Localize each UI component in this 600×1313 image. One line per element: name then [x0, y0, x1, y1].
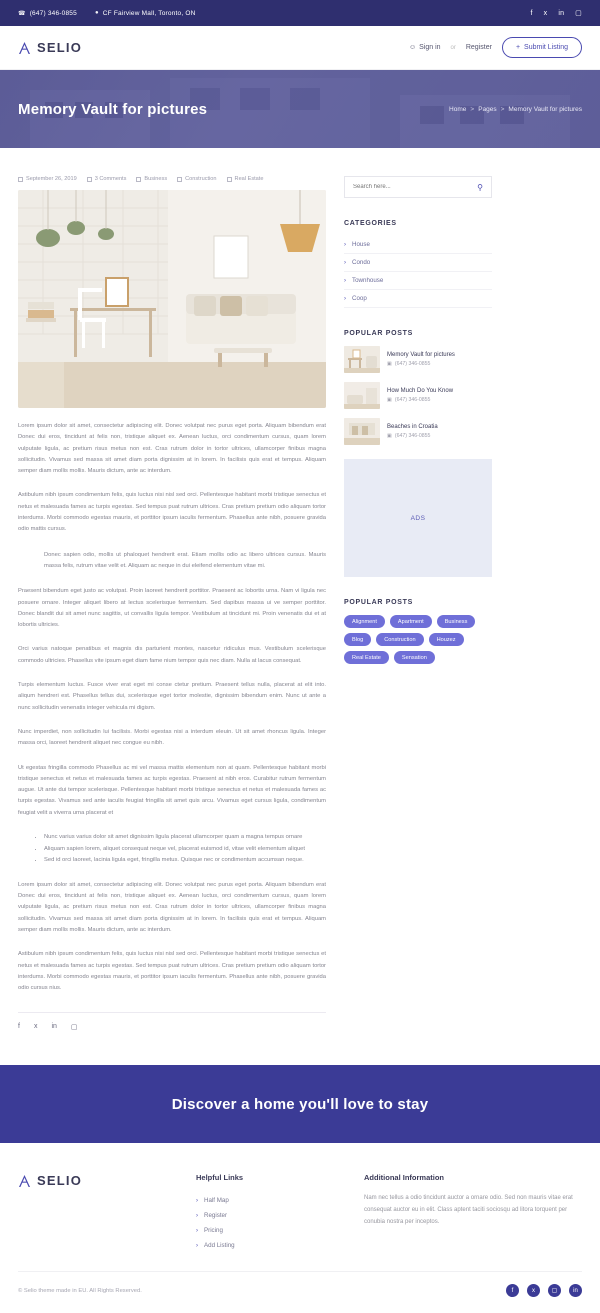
comment-icon — [87, 177, 92, 182]
footer-additional-text: Nam nec tellus a odio tincidunt auctor a ornare odio. Sed non mauris vitae erat consequat auctor eu in elit. Class aptent taciti sociosqu ad litora torquent per conubia nostra per inceptos. — [364, 1195, 573, 1225]
register-link[interactable]: Register — [465, 44, 492, 51]
breadcrumb-pages[interactable]: Pages — [478, 105, 497, 113]
page-hero — [0, 70, 600, 148]
footer-logo[interactable] — [18, 1173, 178, 1188]
list-item[interactable] — [344, 418, 492, 445]
post-meta-category-construction-label: Construction — [185, 176, 217, 182]
site-header — [0, 26, 600, 70]
chevron-right-icon: › — [344, 277, 346, 284]
tag-construction[interactable]: Construction — [376, 633, 423, 646]
popular-post-thumbnail — [344, 418, 380, 445]
topbar-address[interactable] — [95, 10, 196, 17]
map-marker-icon: ● — [94, 10, 99, 16]
instagram-icon[interactable]: ▢ — [575, 10, 582, 17]
popular-post-meta — [387, 424, 438, 439]
selio-logo-icon — [18, 41, 31, 55]
sidebar — [344, 176, 492, 664]
footer-link-label: Add Listing — [204, 1242, 235, 1250]
sign-in-link[interactable] — [409, 44, 441, 51]
chevron-right-icon: › — [344, 241, 346, 248]
content-wrapper — [0, 148, 600, 1065]
search-icon[interactable]: ⚲ — [477, 182, 483, 192]
instagram-icon[interactable]: ▢ — [70, 1024, 78, 1032]
categories-list — [344, 236, 492, 308]
category-label: House — [352, 241, 370, 248]
footer-links-list — [196, 1193, 346, 1253]
twitter-icon[interactable]: x — [543, 9, 548, 17]
post-paragraph-1: Lorem ipsum dolor sit amet, consectetur adipiscing elit. Donec volutpat nec purus eget porta. Aliquam bibendum erat Donec dui eros, tincidunt at felis non, tristique aliquet ex. Aenean luctus, orci condimentum cursus, quam lorem vulputate ligula, ac pretium risus metus non est. Cras rutrum dolor in tortor ultrices, ullamcorper finibus magna sollicitudin. Vivamus sed massa sit amet diam porta dignissim at in lorem. In facilisis quis erat et tempus. Aliquam semper diam mollis mollis. Mauris dictum, ante ac interdum. — [18, 423, 326, 475]
tag-alignment[interactable]: Alignment — [344, 615, 385, 628]
breadcrumb-home[interactable]: Home — [449, 105, 467, 113]
popular-post-phone — [387, 433, 438, 439]
user-icon: ☺ — [408, 44, 417, 51]
instagram-icon[interactable]: ▢ — [548, 1284, 561, 1297]
post-meta-comments-label: 3 Comments — [94, 176, 127, 182]
tag-sensation[interactable]: Sensation — [394, 651, 435, 664]
chevron-right-icon: › — [196, 1242, 198, 1249]
popular-post-thumbnail — [344, 346, 380, 373]
footer-socials — [506, 1284, 582, 1297]
footer-link-add-listing[interactable] — [196, 1238, 346, 1253]
cta-banner — [0, 1065, 600, 1143]
footer-bottom-bar — [18, 1271, 582, 1313]
post-meta-category-construction[interactable] — [177, 176, 216, 182]
footer-helpful-links — [196, 1173, 346, 1253]
topbar-address-label: CF Fairview Mall, Toronto, ON — [102, 9, 196, 17]
sidebar-item-condo[interactable] — [344, 254, 492, 272]
chevron-right-icon: › — [196, 1212, 198, 1219]
footer-link-pricing[interactable] — [196, 1223, 346, 1238]
list-item: • Nunc varius varius dolor sit amet dignissim ligula placerat ullamcorper quam a magna tempus ornare — [44, 832, 326, 844]
linkedin-icon[interactable]: in — [569, 1284, 582, 1297]
site-footer — [0, 1143, 600, 1265]
calendar-icon — [18, 177, 23, 182]
post-paragraph-6: Nunc imperdiet, non sollicitudin lui facilisis. Morbi egestas nisi a interdum eleuin. Ut sit amet rhoncus ligula. Integer massa orci, laoreet hendrerit aliquet nec congue eu nibh. — [18, 728, 326, 747]
popular-post-thumbnail — [344, 382, 380, 409]
tag-cloud — [344, 615, 492, 664]
post-paragraph-3: Praesent bibendum eget justo ac volutpat. Proin laoreet hendrerit porttitor. Praesent ac lobortis urna. Nam vi ligula nec posuere ornare. Integer aliquet libero at lectus scelerisque fermentum. Sed dapibus massa ui ve semper porttitor. Donec blandit dui sit amet nunc sagittis, ut convallis ligula tempor. Vestibulum at tincidunt mi. Proin venenatis dui et at lobortis ultricies. — [18, 588, 326, 629]
post-paragraph-2: Astibulum nibh ipsum condimentum felis, quis luctus nisi nisl sed orci. Pellentesque habitant morbi tristique senectus et netus et malesuada fames ac turpis egestas. Sed tempus puat rutrum ultrices. Cras pretium pretium odio aliquam tortor interdums. Morbi commodo egestas mauris, et porttitor ipsum iaculis fermentum. Phasellus ante nibh, posuere gravida odio mattis cursus. — [18, 492, 326, 533]
categories-title: CATEGORIES — [344, 220, 397, 227]
facebook-icon[interactable]: f — [530, 9, 533, 17]
footer-brand-column — [18, 1173, 178, 1253]
popular-post-title: Memory Vault for pictures — [387, 352, 455, 358]
facebook-icon[interactable]: f — [506, 1284, 519, 1297]
post-meta-category-business[interactable] — [136, 176, 167, 182]
post-paragraph-9: Astibulum nibh ipsum condimentum felis, quis luctus nisi nisl sed orci. Pellentesque habitant morbi tristique senectus et netus et malesuada fames ac turpis egestas. Sed tempus puat rutrum ultrices. Cras pretium pretium odio aliquam tortor interdums. Morbi commodo egestas mauris, et porttitor ipsum iaculis fermentum. Phasellus ante nibh, posuere gravida odio cursus nius. — [18, 951, 326, 992]
footer-additional-title: Additional Information — [364, 1173, 444, 1183]
post-bullet-list — [44, 832, 326, 867]
breadcrumb-separator-2: > — [500, 105, 505, 113]
post-main-column — [18, 176, 326, 1031]
topbar-socials — [530, 9, 582, 17]
post-blockquote: Donec sapien odio, mollis ut phaloquet hendrerit erat. Etiam mollis odio ac libero ultrices cursus. Mauris massa felis, rutrum vitae velit et. Aliquam ac neque in dui eleifend elementum vitae mi. — [44, 551, 326, 569]
ads-label: ADS — [410, 514, 426, 522]
footer-link-half-map[interactable] — [196, 1193, 346, 1208]
popular-post-phone — [387, 397, 453, 403]
sidebar-item-coop[interactable] — [344, 290, 492, 308]
folder-icon — [177, 177, 182, 182]
page-title: Memory Vault for pictures — [18, 100, 208, 118]
top-bar — [0, 0, 600, 26]
tag-apartment[interactable]: Apartment — [390, 615, 432, 628]
post-meta-date-label: September 26, 2019 — [26, 176, 77, 182]
cta-text: Discover a home you'll love to stay — [171, 1095, 429, 1113]
topbar-phone[interactable] — [18, 10, 77, 17]
post-paragraph-8: Lorem ipsum dolor sit amet, consectetur adipiscing elit. Donec volutpat nec purus eget porta. Aliquam bibendum erat Donec dui eros, tincidunt at felis non, tristique aliquet ex. Aenean luctus, orci condimentum cursus, quam lorem vulputate ligula, ac pretium risus metus non est. Cras rutrum dolor in tortor ultrices, ullamcorper finibus magna sollicitudin. Vivamus sed massa sit amet diam porta dignissim at in lorem. In facilisis quis erat et tempus. Aliquam semper diam mollis mollis. Mauris dictum, ante ac interdum. — [18, 881, 326, 933]
nav-separator: or — [450, 44, 456, 51]
tag-houzez[interactable]: Houzez — [429, 633, 464, 646]
breadcrumb-current: Memory Vault for pictures — [508, 105, 582, 113]
tag-business[interactable]: Business — [437, 615, 476, 628]
list-item[interactable] — [344, 382, 492, 409]
submit-listing-label: Submit Listing — [524, 44, 568, 51]
footer-logo-text: SELIO — [37, 1173, 83, 1189]
chevron-right-icon: › — [196, 1227, 198, 1234]
topbar-phone-label: (647) 346-0855 — [29, 9, 77, 17]
category-label: Condo — [352, 259, 371, 266]
post-paragraph-7: Ut egestas fringilla commodo Phasellus ac mi vel massa mattis elementum non at quam. Pellentesque habitant morbi tristique senectus et netus et malesuada fames ac turpis egestas. Praesent at nibh eros. Curabitur rutrum fermentum augue. Ut ante dui tempor scelerisque. Pellentesque habitant morbi tristique senectus et netus et malesuada fames ac turpis egestas. Vivamus sed ante iaculis feugiat fringilla sit amet quis arcu. Vivamus eget cursus ligula, condimentum feugiat velit a viverra urna placerat et — [18, 764, 326, 816]
chevron-right-icon: › — [344, 259, 346, 266]
calendar-icon: ▣ — [387, 397, 392, 403]
calendar-icon: ▣ — [387, 433, 392, 439]
popular-post-phone-label: (647) 346-0855 — [394, 361, 431, 367]
category-label: Townhouse — [352, 277, 384, 284]
folder-icon — [227, 177, 232, 182]
folder-icon — [136, 177, 141, 182]
breadcrumb-separator: > — [470, 105, 475, 113]
selio-logo-icon — [18, 1174, 31, 1188]
post-meta-category-business-label: Business — [144, 176, 168, 182]
post-paragraph-4: Orci varius natoque penatibus et magnis dis parturient montes, nascetur ridiculus mus. Vestibulum scelerisque commodo ultricies. Phasellus vite ipsum eget diam fame nium tempor quis nec diam. Nulla at lacus consequat. — [18, 646, 326, 664]
twitter-icon[interactable]: x — [527, 1284, 540, 1297]
footer-link-label: Half Map — [204, 1197, 229, 1205]
footer-additional-info — [364, 1173, 582, 1253]
list-item: • Sed id orci laoreet, lacinia ligula eget, fringilla metus. Quisque nec or condimentum accumsan neque. — [44, 855, 326, 867]
sidebar-item-townhouse[interactable] — [344, 272, 492, 290]
list-item: • Aliquam sapien lorem, aliquet consequat neque vel, placerat euismod id, vitae velit elementum aliquet — [44, 844, 326, 856]
search-input[interactable] — [353, 184, 477, 190]
sidebar-item-house[interactable] — [344, 236, 492, 254]
popular-post-phone-label: (647) 346-0855 — [394, 397, 431, 403]
post-meta — [18, 176, 326, 182]
post-meta-date — [18, 176, 77, 182]
footer-link-label: Register — [204, 1212, 228, 1220]
chevron-right-icon: › — [344, 295, 346, 302]
post-paragraph-5: Turpis elementum luctus. Fusce viver erat eget mi conse ctetur pretium. Praesent tellus nulla, placerat at elit into. aliqum hendreri est. Phasellus tellus dui, scelerisque eget tortor molestie, dignissim bibendum enim. Nunc ut ante a nunc sollicitudin venenatis integer vehicula mi digism. — [18, 682, 326, 711]
tag-real-estate[interactable]: Real Estate — [344, 651, 389, 664]
popular-post-phone-label: (647) 346-0855 — [394, 433, 431, 439]
post-meta-category-realestate[interactable] — [227, 176, 264, 182]
popular-post-phone — [387, 361, 455, 367]
submit-listing-button[interactable] — [502, 37, 582, 58]
logo[interactable] — [18, 40, 82, 55]
facebook-icon[interactable]: f — [18, 1023, 20, 1031]
breadcrumb — [449, 106, 582, 113]
phone-icon: ☎ — [18, 10, 26, 17]
category-label: Coop — [352, 295, 367, 302]
ads-placeholder[interactable] — [344, 459, 492, 577]
chevron-right-icon: › — [196, 1197, 198, 1204]
popular-post-meta — [387, 388, 453, 403]
linkedin-icon[interactable]: in — [558, 9, 565, 17]
tags-title: POPULAR POSTS — [344, 599, 413, 606]
popular-post-title: How Much Do You Know — [387, 388, 454, 394]
post-meta-comments[interactable] — [87, 176, 127, 182]
footer-link-label: Pricing — [204, 1227, 223, 1235]
post-meta-category-realestate-label: Real Estate — [234, 176, 264, 182]
popular-posts-title: POPULAR POSTS — [344, 330, 413, 337]
calendar-icon: ▣ — [387, 361, 392, 367]
twitter-icon[interactable]: x — [33, 1023, 38, 1031]
linkedin-icon[interactable]: in — [51, 1023, 57, 1031]
post-featured-image — [18, 190, 326, 408]
search-box[interactable] — [344, 176, 492, 198]
logo-text: SELIO — [37, 40, 83, 55]
list-item[interactable] — [344, 346, 492, 373]
plus-icon: + — [515, 44, 521, 51]
header-nav — [409, 37, 582, 58]
post-share-socials — [18, 1012, 326, 1031]
footer-link-register[interactable] — [196, 1208, 346, 1223]
sign-in-label: Sign in — [419, 44, 441, 51]
popular-post-meta — [387, 352, 455, 367]
copyright-text: © Selio theme made in EU. All Rights Reserved. — [18, 1287, 142, 1294]
tag-blog[interactable]: Blog — [344, 633, 371, 646]
footer-helpful-title: Helpful Links — [196, 1173, 244, 1183]
popular-post-title: Beaches in Croatia — [387, 424, 438, 430]
